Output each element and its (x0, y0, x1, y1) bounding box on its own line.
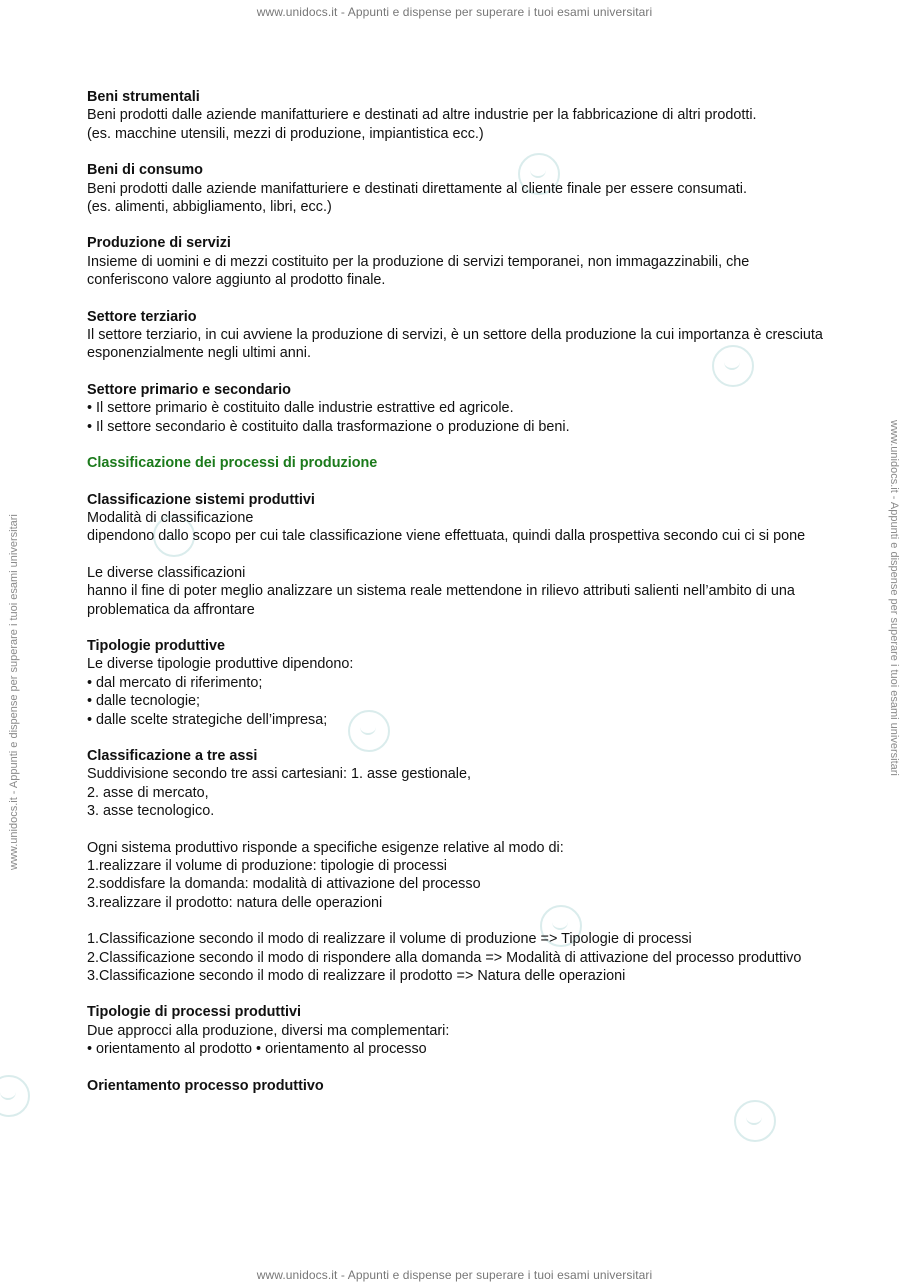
block-line: Due approcci alla produzione, diversi ma complementari: (87, 1022, 450, 1039)
block-line: • Il settore secondario è costituito dalla trasformazione o produzione di beni. (87, 418, 570, 435)
block-line: • orientamento al prodotto • orientamento al processo (87, 1041, 427, 1058)
block-line: dipendono dallo scopo per cui tale classificazione viene effettuata, quindi dalla prospettiva secondo cui ci si pone (87, 528, 806, 545)
page-footer: www.unidocs.it - Appunti e dispense per superare i tuoi esami universitari (256, 1268, 653, 1282)
block-line: • Il settore primario è costituito dalle industrie estrattive ed agricole. (87, 400, 514, 417)
text-block (87, 88, 827, 143)
section-title: Classificazione dei processi di produzione (87, 455, 378, 472)
block-line: 3.realizzare il prodotto: natura delle operazioni (87, 894, 383, 911)
block-line: 3.Classificazione secondo il modo di realizzare il prodotto => Natura delle operazioni (87, 968, 626, 985)
block-line: (es. macchine utensili, mezzi di produzione, impiantistica ecc.) (87, 125, 484, 142)
text-block (87, 839, 827, 913)
text-block (87, 747, 827, 821)
block-line: • dalle tecnologie; (87, 693, 201, 710)
block-heading: Tipologie produttive (87, 637, 226, 654)
block-line: Ogni sistema produttivo risponde a specifiche esigenze relative al modo di: (87, 839, 564, 856)
text-block (87, 308, 827, 363)
left-side-watermark: www.unidocs.it - Appunti e dispense per superare i tuoi esami universitari (8, 514, 20, 870)
block-heading: Tipologie di processi produttivi (87, 1004, 302, 1021)
block-line: • dal mercato di riferimento; (87, 674, 263, 691)
block-line: Beni prodotti dalle aziende manifatturiere e destinati ad altre industrie per la fabbricazione di altri prodotti. (87, 107, 757, 124)
block-line: 1.Classificazione secondo il modo di realizzare il volume di produzione => Tipologie di processi (87, 931, 692, 948)
block-heading: Beni strumentali (87, 89, 200, 105)
text-block (87, 930, 827, 985)
block-heading: Settore primario e secondario (87, 381, 291, 398)
block-line: 2.soddisfare la domanda: modalità di attivazione del processo (87, 876, 481, 893)
block-line: Le diverse tipologie produttive dipendono: (87, 656, 354, 673)
block-line: • dalle scelte strategiche dell’impresa; (87, 711, 328, 728)
block-heading: Orientamento processo produttivo (87, 1077, 324, 1094)
watermark-logo-icon (0, 1075, 30, 1117)
text-block (87, 564, 827, 619)
text-block (87, 1003, 827, 1058)
text-block (87, 1077, 827, 1095)
block-heading: Settore terziario (87, 308, 197, 325)
block-line: 2.Classificazione secondo il modo di rispondere alla domanda => Modalità di attivazione del processo produttivo (87, 949, 802, 966)
block-line: 1.realizzare il volume di produzione: tipologie di processi (87, 858, 447, 874)
text-block (87, 491, 827, 546)
block-heading: Beni di consumo (87, 162, 203, 179)
page-header: www.unidocs.it - Appunti e dispense per superare i tuoi esami universitari (256, 5, 653, 19)
block-line: 3. asse tecnologico. (87, 803, 215, 820)
block-heading: Produzione di servizi (87, 235, 231, 252)
text-block (87, 381, 827, 436)
block-line: Insieme di uomini e di mezzi costituito per la produzione di servizi temporanei, non immagazzinabili, che conferiscono valore aggiunto al prodotto finale. (87, 253, 750, 289)
block-line: Modalità di classificazione (87, 509, 254, 526)
block-heading: Classificazione a tre assi (87, 747, 258, 764)
block-line: Le diverse classificazioni (87, 564, 246, 581)
right-side-watermark: www.unidocs.it - Appunti e dispense per superare i tuoi esami universitari (888, 420, 900, 776)
block-line: Suddivisione secondo tre assi cartesiani: 1. asse gestionale, (87, 766, 471, 783)
text-block (87, 637, 827, 729)
text-block (87, 234, 827, 289)
document-body (87, 88, 827, 1113)
block-line: (es. alimenti, abbigliamento, libri, ecc.) (87, 199, 332, 216)
block-line: 2. asse di mercato, (87, 784, 209, 801)
text-block (87, 161, 827, 216)
block-line: Il settore terziario, in cui avviene la produzione di servizi, è un settore della produzione la cui importanza è cresciuta esponenzialmente negli ultimi anni. (87, 327, 823, 362)
block-heading: Classificazione sistemi produttivi (87, 491, 315, 508)
block-line: Beni prodotti dalle aziende manifatturiere e destinati direttamente al cliente finale per essere consumati. (87, 180, 747, 197)
block-line: hanno il fine di poter meglio analizzare un sistema reale mettendone in rilievo attributi salienti nell’ambito di una problematica da affrontare (87, 583, 795, 618)
